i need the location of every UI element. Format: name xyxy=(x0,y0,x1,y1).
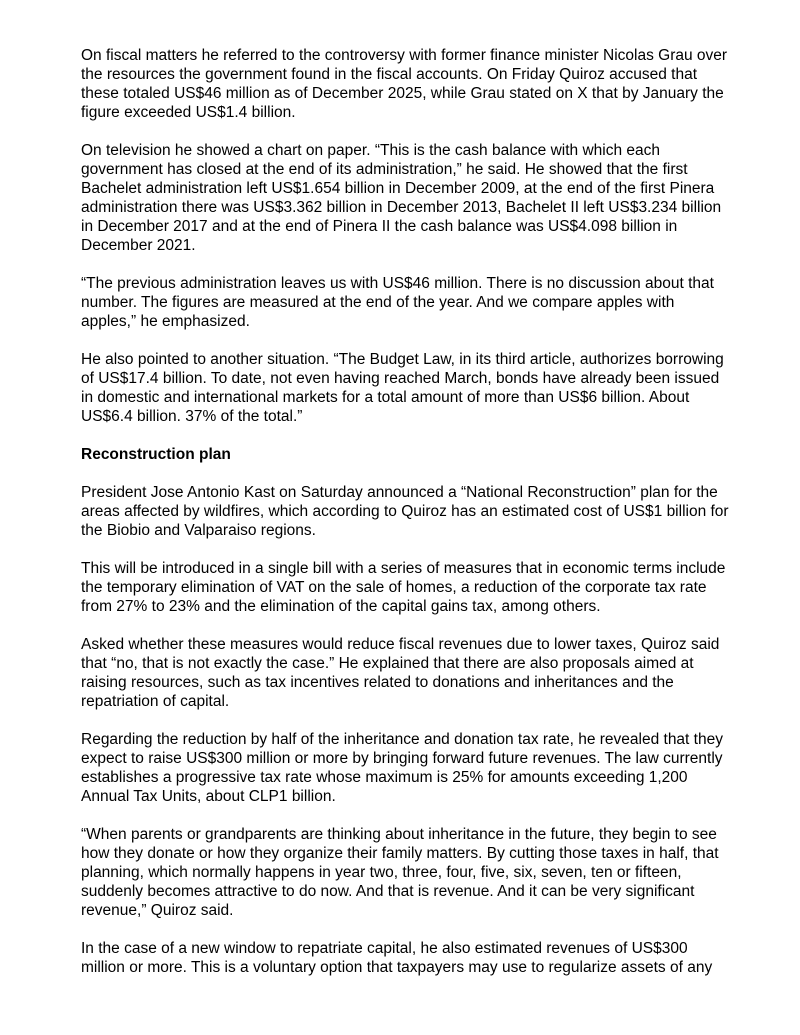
paragraph-budget-law: He also pointed to another situation. “The Budget Law, in its third article, authorizes borrowing of US$17.4 billion. To date, not even having reached March, bonds have already been issued in domestic and international markets for a total amount of more than US$6 billion. About US$6.4 billion. 37% of the total.” xyxy=(81,351,724,425)
paragraph-reconstruction-plan: President Jose Antonio Kast on Saturday announced a “National Reconstruction” plan for the areas affected by wildfires, which according to Quiroz has an estimated cost of US$1 billion for the Biobio and Valparaiso regions. xyxy=(81,484,729,539)
paragraph-single-bill-measures: This will be introduced in a single bill with a series of measures that in economic terms include the temporary elimination of VAT on the sale of homes, a reduction of the corporate tax rate from 27% to 23% and the elimination of the capital gains tax, among others. xyxy=(81,560,726,615)
paragraph-family-planning-quote: “When parents or grandparents are thinking about inheritance in the future, they begin to see how they donate or how they organize their family matters. By cutting those taxes in half, that planning, which normally happens in year two, three, four, five, six, seven, ten or fifteen, suddenly becomes attractive to do now. And that is revenue. And it can be very significant revenue,” Quiroz said. xyxy=(81,826,719,919)
paragraph-fiscal-controversy: On fiscal matters he referred to the controversy with former finance minister Nicolas Grau over the resources the government found in the fiscal accounts. On Friday Quiroz accused that these totaled US$46 million as of December 2025, while Grau stated on X that by January the figure exceeded US$1.4 billion. xyxy=(81,47,728,121)
paragraph-repatriate-capital: In the case of a new window to repatriate capital, he also estimated revenues of US$300 million or more. This is a voluntary option that taxpayers may use to regularize assets of any xyxy=(81,940,713,976)
section-heading: Reconstruction plan xyxy=(81,446,231,463)
paragraph-inheritance-tax: Regarding the reduction by half of the inheritance and donation tax rate, he revealed that they expect to raise US$300 million or more by bringing forward future revenues. The law currently establishes a progressive tax rate whose maximum is 25% for amounts exceeding 1,200 Annual Tax Units, about CLP1 billion. xyxy=(81,731,723,805)
document-body xyxy=(81,46,731,996)
paragraph-fiscal-revenues: Asked whether these measures would reduce fiscal revenues due to lower taxes, Quiroz said that “no, that is not exactly the case.” He explained that there are also proposals aimed at raising resources, such as tax incentives related to donations and inheritances and the repatriation of capital. xyxy=(81,636,720,710)
paragraph-previous-administration: “The previous administration leaves us with US$46 million. There is no discussion about that number. The figures are measured at the end of the year. And we compare apples with apples,” he emphasized. xyxy=(81,275,714,330)
paragraph-cash-balance-chart: On television he showed a chart on paper. “This is the cash balance with which each government has closed at the end of its administration,” he said. He showed that the first Bachelet administration left US$1.654 billion in December 2009, at the end of the first Pinera administration there was US$3.362 billion in December 2013, Bachelet II left US$3.234 billion in December 2017 and at the end of Pinera II the cash balance was US$4.098 billion in December 2021. xyxy=(81,142,722,254)
